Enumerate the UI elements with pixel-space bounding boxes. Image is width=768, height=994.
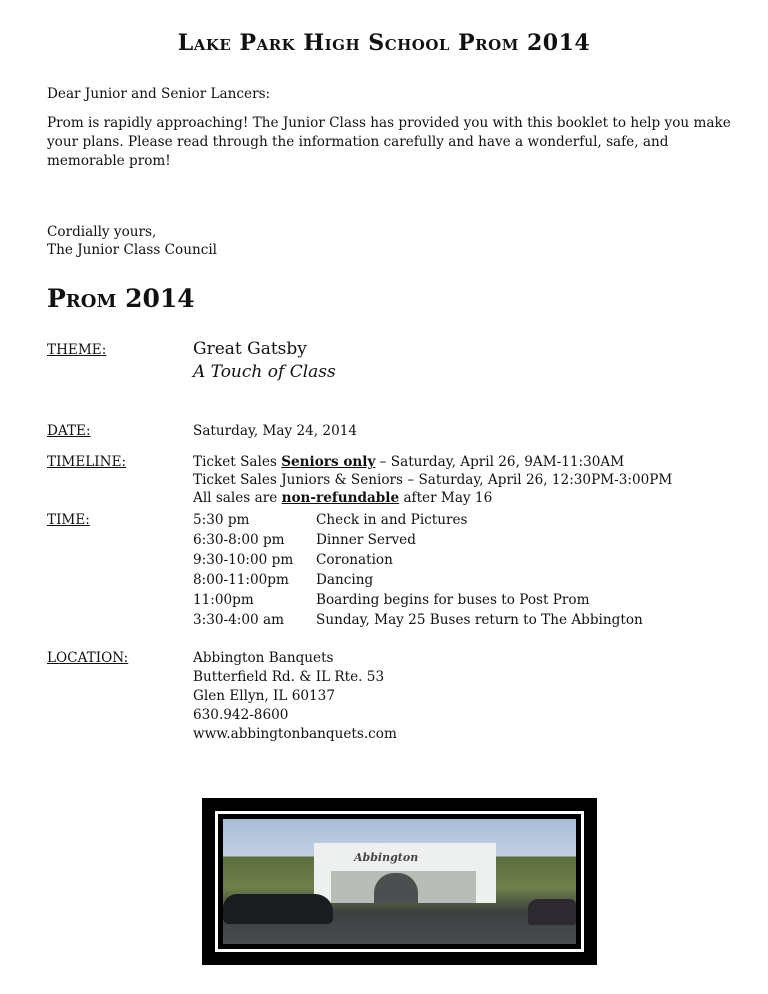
seniors-only-emphasis: Seniors only [281,454,376,470]
timeline-line-3 [193,489,492,507]
section-heading: Prom 2014 [47,284,195,313]
schedule-event: Dancing [316,572,374,588]
text: – Saturday, April 26, 9AM-11:30AM [375,454,625,470]
schedule-event: Dinner Served [316,532,416,548]
location-name: Abbington Banquets [193,650,334,666]
schedule-event: Check in and Pictures [316,512,468,528]
schedule-event: Sunday, May 25 Buses return to The Abbington [316,612,643,628]
greeting: Dear Junior and Senior Lancers: [47,86,271,102]
text: Ticket Sales [193,454,282,470]
car [223,894,333,924]
location-label: LOCATION: [47,650,129,666]
timeline-line-2: Ticket Sales Juniors & Seniors – Saturday, April 26, 12:30PM-3:00PM [193,472,673,488]
location-phone: 630.942-8600 [193,707,289,723]
time-label-text: TIME [47,512,86,528]
schedule-time: 6:30-8:00 pm [193,532,285,548]
location-label-text: LOCATION [47,650,124,666]
text: after May 16 [399,490,493,506]
date-label-text: DATE [47,423,86,439]
intro-paragraph: Prom is rapidly approaching! The Junior Class has provided you with this booklet to help you make your plans. Please read through the information carefully and have a wonderful, safe, and memorable prom! [47,115,731,169]
closing: Cordially yours, [47,224,157,240]
time-label: TIME: [47,512,90,528]
schedule-time: 5:30 pm [193,512,250,528]
theme-label: THEME: [47,342,107,358]
theme-subtitle: A Touch of Class [193,362,336,382]
schedule-time: 9:30-10:00 pm [193,552,294,568]
building-sign: Abbington [354,851,419,864]
schedule-event: Coronation [316,552,393,568]
text: All sales are [193,490,282,506]
abbington-building-image [223,819,576,944]
photo-frame [215,811,584,952]
schedule-time: 8:00-11:00pm [193,572,289,588]
non-refundable-emphasis: non-refundable [281,490,400,506]
schedule-event: Boarding begins for buses to Post Prom [316,592,590,608]
building [314,843,496,903]
schedule-time: 11:00pm [193,592,254,608]
schedule-time: 3:30-4:00 am [193,612,284,628]
date-label: DATE: [47,423,91,439]
timeline-label: TIMELINE: [47,454,127,470]
venue-photo [202,798,597,965]
location-city: Glen Ellyn, IL 60137 [193,688,335,704]
date-value: Saturday, May 24, 2014 [193,423,358,439]
signature: The Junior Class Council [47,242,218,258]
timeline-label-text: TIMELINE [47,454,122,470]
arch-door [374,873,418,903]
timeline-line-1 [193,453,624,471]
theme-name: Great Gatsby [193,339,307,359]
location-website: www.abbingtonbanquets.com [193,726,397,742]
location-street: Butterfield Rd. & IL Rte. 53 [193,669,385,685]
page-title: Lake Park High School Prom 2014 [177,30,591,56]
car [528,899,576,925]
theme-label-text: THEME [47,342,102,358]
